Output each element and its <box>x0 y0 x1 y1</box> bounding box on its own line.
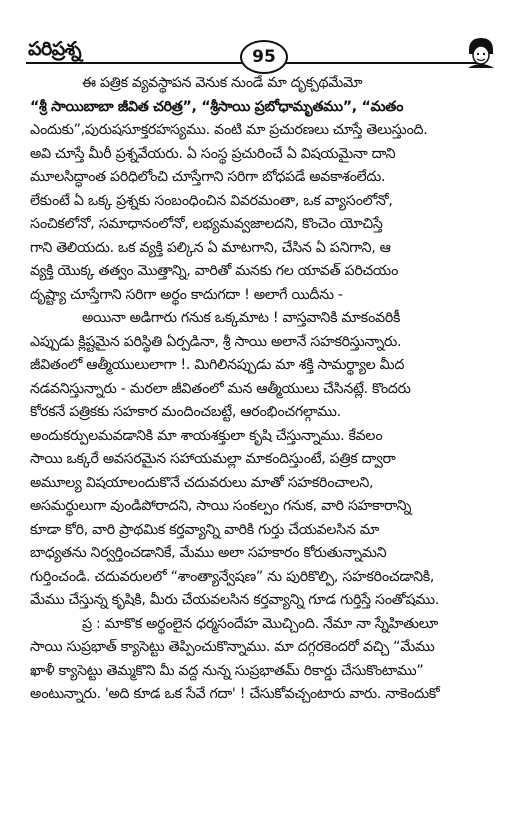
question-line: సాయి సుప్రభాత్ క్యాసెట్టు తెప్పించుకొన్నాము. మా దగ్గరకెందరో వచ్చి “మేము <box>30 639 435 655</box>
text-line: మేము చేస్తున్న కృషికి, మీరు చేయవలసిన కర్తవ్యాన్ని గూడ గుర్తిస్తే సంతోషము. <box>30 592 439 608</box>
text-line: ఎప్పుడు క్లిష్టమైన పరిస్థితి ఏర్పడినా, శ్రీ సాయి అలానే సహకరిస్తున్నారు. <box>30 333 402 350</box>
question-line: ప్ర : మాకొక అర్థంలైన ధర్మసందేహ మొచ్చింది. నేమా నా స్నేహితులూ <box>82 615 438 632</box>
text-line: గుర్తించండి. చదువరులలో “శాంత్యాన్వేషణ” ను పురికొల్పి, సహకరించడానికి, <box>30 568 435 585</box>
text-line: నడవనిస్తున్నారు - మరలా జీవితంలో మన ఆత్మీయులు చేసినట్లే. కొందరు <box>30 380 411 397</box>
text-line: లేకుంటే ఏ ఒక్క ప్రశ్నకు సంబంధించిన వివరమంతా, ఒక వ్యాసంలోనో, <box>30 192 393 209</box>
text-line: మూలసిద్ధాంత పరిధిలోంచి చూస్తేగాని సరిగా బోధపడే అవకాశంలేదు. <box>30 169 386 185</box>
text-line: వ్యక్తి యొక్క తత్వం మొత్తాన్ని, వారితో మనకు గల యావత్ పరిచయం <box>30 263 399 279</box>
text-line: గాని తెలియదు. ఒక వ్యక్తి పల్కిన ఏ మాటగాని, చేసిన ఏ పనిగాని, ఆ <box>30 239 391 256</box>
text-line: అందుకర్పులమవడానికి మా శాయశక్తులా కృషి చేస్తున్నాము. కేవలం <box>30 427 383 444</box>
text-line: కోరకనే పత్రికకు సహకార మందించబట్టే, ఆరంభించగల్గాము. <box>30 404 341 420</box>
section-title: పరిప్రశ్న <box>28 38 82 60</box>
text-line: కూడా కోరి, వారి ప్రాథమిక కర్తవ్యాన్ని వారికి గుర్తు చేయవలసిన మా <box>30 521 379 538</box>
text-line: సాయి ఒక్కరే అవసరమైన సహాయమల్లా మాకందిస్తుంటే, పత్రిక ద్వారా <box>30 451 396 467</box>
text-line: అసమర్థులుగా వుండిపోరాదని, సాయి సంకల్పం గనుక, వారి సహకారాన్ని <box>30 498 412 514</box>
text-line: సంచికలోనో, సమాధానంలోనో, లభ్యమవ్వజాలదని, కొంచెం యోచిస్తే <box>30 216 383 232</box>
text-line: ఈ పత్రిక వ్యవస్థాపన వెనుక నుండే మా దృక్పథమేమో <box>82 75 363 91</box>
text-line: “శ్రీ సాయిబాబా జీవిత చరిత్ర”, “శ్రీసాయి ప్రబోధామృతము”, “మతం <box>30 98 404 115</box>
text-line: దృష్ట్యా చూస్తేగాని సరిగా అర్థం కాదుగదా ! అలాగే యిదీను - <box>30 286 343 303</box>
question-line: అంటున్నారు. 'అది కూడ ఒక సేవే గదా' ! చేసుకోవచ్చంటారు వారు. నాకెందుకో <box>30 686 440 702</box>
text-line: అమూల్య విషయాలందుకొనే చదువరులు మాతో సహకరించాలని, <box>30 474 374 491</box>
article-body <box>30 72 480 707</box>
text-line: జీవితంలో ఆత్మీయులులాగా !. మిగిలినప్పుడు మా శక్తి సామర్థ్యాల మీద <box>30 357 405 373</box>
text-line: బాధ్యతను నిర్వర్తించడానికే, మేము అలా సహకారం కోరుతున్నామని <box>30 545 387 561</box>
page-header <box>0 0 520 70</box>
text-line: ఎందుకు”,పురుషసూక్తరహస్యము. వంటి మా ప్రచురణలు చూస్తే తెలుస్తుంది. <box>30 122 428 138</box>
text-line: అయినా అడిగారు గనుక ఒక్కమాట ! వాస్తవానికి మాకంవరికీ <box>82 310 401 326</box>
page-number-badge: 95 <box>240 40 288 74</box>
text-line: అవి చూస్తే మీరీ ప్రశ్నవేయరు. ఏ సంస్థ ప్రచురించే ఏ విషయమైనా దాని <box>30 145 396 162</box>
sai-baba-portrait-icon <box>466 36 496 68</box>
question-line: ఖాళీ క్యాసెట్టు తెమ్మకొని మీ వద్ద నున్న సుప్రభాతమ్ రికార్డు చేసుకొంటాము” <box>30 662 424 679</box>
